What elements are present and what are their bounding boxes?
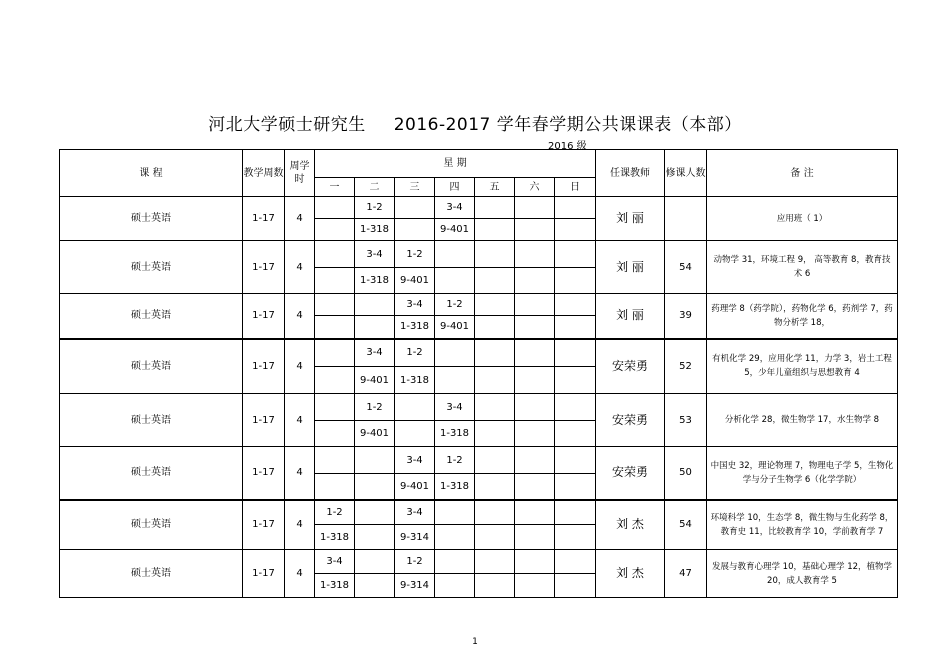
slot-room-day-5 bbox=[475, 367, 515, 394]
slot-period-day-5 bbox=[475, 241, 515, 268]
header-day-5: 五 bbox=[475, 178, 515, 197]
slot-room-day-1: 1-318 bbox=[315, 574, 355, 598]
course-cell: 硕士英语 bbox=[60, 339, 243, 394]
note-cell: 应用班（ 1） bbox=[707, 197, 898, 241]
slot-period-day-3: 1-2 bbox=[395, 550, 435, 574]
slot-room-day-6 bbox=[515, 268, 555, 294]
hours-cell: 4 bbox=[285, 339, 315, 394]
note-cell: 药理学 8（药学院），药物化学 6，药剂学 7，药物分析学 18， bbox=[707, 294, 898, 339]
note-cell: 中国史 32，理论物理 7，物理电子学 5，生物化学与分子生物学 6（化学学院） bbox=[707, 447, 898, 500]
slot-period-day-5 bbox=[475, 197, 515, 219]
teacher-cell: 刘 丽 bbox=[596, 197, 665, 241]
slot-period-day-6 bbox=[515, 500, 555, 525]
course-cell: 硕士英语 bbox=[60, 241, 243, 294]
slot-room-day-7 bbox=[555, 268, 596, 294]
slot-period-day-5 bbox=[475, 550, 515, 574]
slot-period-day-1: 1-2 bbox=[315, 500, 355, 525]
slot-room-day-6 bbox=[515, 474, 555, 500]
slot-room-day-2: 1-318 bbox=[355, 219, 395, 241]
slot-room-day-3 bbox=[395, 219, 435, 241]
slot-period-day-1 bbox=[315, 241, 355, 268]
slot-period-day-6 bbox=[515, 197, 555, 219]
weeks-cell: 1-17 bbox=[243, 394, 285, 447]
slot-room-day-3: 9-314 bbox=[395, 525, 435, 550]
slot-period-day-4 bbox=[435, 550, 475, 574]
weeks-cell: 1-17 bbox=[243, 447, 285, 500]
slot-period-day-5 bbox=[475, 339, 515, 367]
slot-period-day-2 bbox=[355, 447, 395, 474]
slot-room-day-5 bbox=[475, 316, 515, 339]
teacher-cell: 刘 杰 bbox=[596, 550, 665, 598]
teacher-cell: 刘 杰 bbox=[596, 500, 665, 550]
hours-cell: 4 bbox=[285, 294, 315, 339]
slot-room-day-7 bbox=[555, 367, 596, 394]
slot-period-day-3 bbox=[395, 197, 435, 219]
weeks-cell: 1-17 bbox=[243, 294, 285, 339]
weeks-cell: 1-17 bbox=[243, 550, 285, 598]
hours-cell: 4 bbox=[285, 550, 315, 598]
course-cell: 硕士英语 bbox=[60, 197, 243, 241]
slot-period-day-6 bbox=[515, 394, 555, 421]
weeks-cell: 1-17 bbox=[243, 500, 285, 550]
slot-room-day-5 bbox=[475, 574, 515, 598]
course-cell: 硕士英语 bbox=[60, 500, 243, 550]
slot-period-day-7 bbox=[555, 550, 596, 574]
header-weeks: 教学周数 bbox=[243, 150, 285, 197]
weeks-cell: 1-17 bbox=[243, 241, 285, 294]
slot-room-day-2 bbox=[355, 574, 395, 598]
schedule-table bbox=[59, 149, 898, 598]
students-cell: 53 bbox=[665, 394, 707, 447]
slot-period-day-7 bbox=[555, 294, 596, 316]
slot-period-day-3: 3-4 bbox=[395, 447, 435, 474]
slot-period-day-7 bbox=[555, 500, 596, 525]
title-right: 2016-2017 学年春学期公共课课表（本部） bbox=[393, 115, 742, 135]
slot-period-day-2: 1-2 bbox=[355, 197, 395, 219]
slot-period-day-2: 1-2 bbox=[355, 394, 395, 421]
slot-period-day-5 bbox=[475, 294, 515, 316]
slot-period-day-5 bbox=[475, 447, 515, 474]
slot-room-day-7 bbox=[555, 474, 596, 500]
header-notes: 备 注 bbox=[707, 150, 898, 197]
slot-room-day-4 bbox=[435, 268, 475, 294]
title-left: 河北大学硕士研究生 bbox=[208, 115, 366, 135]
header-hours: 周学时 bbox=[285, 150, 315, 197]
course-cell: 硕士英语 bbox=[60, 447, 243, 500]
slot-room-day-6 bbox=[515, 421, 555, 447]
header-day-6: 六 bbox=[515, 178, 555, 197]
students-cell: 47 bbox=[665, 550, 707, 598]
header-day-3: 三 bbox=[395, 178, 435, 197]
hours-cell: 4 bbox=[285, 197, 315, 241]
header-day-2: 二 bbox=[355, 178, 395, 197]
slot-room-day-4: 1-318 bbox=[435, 421, 475, 447]
slot-period-day-2 bbox=[355, 294, 395, 316]
slot-period-day-5 bbox=[475, 500, 515, 525]
slot-room-day-5 bbox=[475, 525, 515, 550]
slot-room-day-6 bbox=[515, 316, 555, 339]
slot-room-day-4: 9-401 bbox=[435, 219, 475, 241]
slot-period-day-7 bbox=[555, 197, 596, 219]
slot-period-day-2 bbox=[355, 550, 395, 574]
page-number: 1 bbox=[472, 637, 478, 647]
slot-room-day-4 bbox=[435, 367, 475, 394]
slot-period-day-3: 3-4 bbox=[395, 294, 435, 316]
slot-room-day-7 bbox=[555, 219, 596, 241]
slot-room-day-5 bbox=[475, 421, 515, 447]
slot-room-day-7 bbox=[555, 316, 596, 339]
slot-room-day-1 bbox=[315, 367, 355, 394]
slot-period-day-7 bbox=[555, 339, 596, 367]
slot-period-day-3: 1-2 bbox=[395, 241, 435, 268]
slot-period-day-3: 3-4 bbox=[395, 500, 435, 525]
students-cell: 52 bbox=[665, 339, 707, 394]
slot-period-day-1 bbox=[315, 394, 355, 421]
students-cell: 50 bbox=[665, 447, 707, 500]
slot-room-day-3: 1-318 bbox=[395, 367, 435, 394]
weeks-cell: 1-17 bbox=[243, 339, 285, 394]
slot-room-day-6 bbox=[515, 574, 555, 598]
slot-room-day-1 bbox=[315, 268, 355, 294]
slot-period-day-1: 3-4 bbox=[315, 550, 355, 574]
students-cell: 54 bbox=[665, 500, 707, 550]
slot-period-day-2: 3-4 bbox=[355, 241, 395, 268]
slot-room-day-1 bbox=[315, 316, 355, 339]
hours-cell: 4 bbox=[285, 447, 315, 500]
slot-period-day-6 bbox=[515, 550, 555, 574]
slot-room-day-3: 9-314 bbox=[395, 574, 435, 598]
teacher-cell: 刘 丽 bbox=[596, 241, 665, 294]
slot-period-day-2 bbox=[355, 500, 395, 525]
slot-period-day-4 bbox=[435, 339, 475, 367]
hours-cell: 4 bbox=[285, 394, 315, 447]
year-label: 2016 级 bbox=[548, 141, 587, 152]
slot-room-day-2 bbox=[355, 525, 395, 550]
course-cell: 硕士英语 bbox=[60, 294, 243, 339]
students-cell: 54 bbox=[665, 241, 707, 294]
slot-period-day-5 bbox=[475, 394, 515, 421]
slot-period-day-6 bbox=[515, 241, 555, 268]
slot-room-day-3 bbox=[395, 421, 435, 447]
note-cell: 发展与教育心理学 10，基础心理学 12，植物学 20，成人教育学 5 bbox=[707, 550, 898, 598]
slot-room-day-4 bbox=[435, 525, 475, 550]
slot-period-day-3: 1-2 bbox=[395, 339, 435, 367]
slot-period-day-1 bbox=[315, 447, 355, 474]
slot-period-day-4: 3-4 bbox=[435, 197, 475, 219]
slot-room-day-3: 1-318 bbox=[395, 316, 435, 339]
note-cell: 分析化学 28，微生物学 17，水生物学 8 bbox=[707, 394, 898, 447]
slot-period-day-4: 3-4 bbox=[435, 394, 475, 421]
slot-period-day-2: 3-4 bbox=[355, 339, 395, 367]
slot-room-day-1 bbox=[315, 474, 355, 500]
teacher-cell: 安荣勇 bbox=[596, 394, 665, 447]
schedule-body bbox=[60, 150, 898, 598]
slot-room-day-1: 1-318 bbox=[315, 525, 355, 550]
note-cell: 环境科学 10，生态学 8，微生物与生化药学 8，教育史 11，比较教育学 10，学前教育学 7 bbox=[707, 500, 898, 550]
slot-period-day-4 bbox=[435, 241, 475, 268]
slot-period-day-6 bbox=[515, 339, 555, 367]
slot-room-day-7 bbox=[555, 574, 596, 598]
header-course: 课 程 bbox=[60, 150, 243, 197]
header-day-7: 日 bbox=[555, 178, 596, 197]
slot-period-day-1 bbox=[315, 294, 355, 316]
slot-room-day-5 bbox=[475, 219, 515, 241]
slot-room-day-7 bbox=[555, 525, 596, 550]
slot-room-day-2: 9-401 bbox=[355, 367, 395, 394]
teacher-cell: 安荣勇 bbox=[596, 447, 665, 500]
slot-room-day-2 bbox=[355, 316, 395, 339]
course-cell: 硕士英语 bbox=[60, 394, 243, 447]
teacher-cell: 安荣勇 bbox=[596, 339, 665, 394]
slot-room-day-4: 9-401 bbox=[435, 316, 475, 339]
header-students: 修课人数 bbox=[665, 150, 707, 197]
document-title bbox=[0, 110, 950, 135]
slot-period-day-7 bbox=[555, 241, 596, 268]
students-cell bbox=[665, 197, 707, 241]
header-teacher: 任课教师 bbox=[596, 150, 665, 197]
slot-period-day-4: 1-2 bbox=[435, 294, 475, 316]
header-day-1: 一 bbox=[315, 178, 355, 197]
header-week: 星 期 bbox=[315, 150, 596, 178]
slot-period-day-7 bbox=[555, 394, 596, 421]
slot-period-day-1 bbox=[315, 339, 355, 367]
hours-cell: 4 bbox=[285, 241, 315, 294]
slot-room-day-2: 9-401 bbox=[355, 421, 395, 447]
slot-period-day-7 bbox=[555, 447, 596, 474]
slot-room-day-6 bbox=[515, 367, 555, 394]
slot-room-day-2: 1-318 bbox=[355, 268, 395, 294]
slot-room-day-3: 9-401 bbox=[395, 474, 435, 500]
slot-period-day-4 bbox=[435, 500, 475, 525]
course-cell: 硕士英语 bbox=[60, 550, 243, 598]
students-cell: 39 bbox=[665, 294, 707, 339]
slot-period-day-4: 1-2 bbox=[435, 447, 475, 474]
header-day-4: 四 bbox=[435, 178, 475, 197]
slot-room-day-4 bbox=[435, 574, 475, 598]
slot-room-day-5 bbox=[475, 268, 515, 294]
slot-room-day-2 bbox=[355, 474, 395, 500]
slot-room-day-5 bbox=[475, 474, 515, 500]
slot-room-day-6 bbox=[515, 525, 555, 550]
slot-period-day-6 bbox=[515, 294, 555, 316]
slot-period-day-1 bbox=[315, 197, 355, 219]
slot-period-day-6 bbox=[515, 447, 555, 474]
slot-room-day-1 bbox=[315, 421, 355, 447]
slot-room-day-3: 9-401 bbox=[395, 268, 435, 294]
teacher-cell: 刘 丽 bbox=[596, 294, 665, 339]
slot-room-day-1 bbox=[315, 219, 355, 241]
note-cell: 动物学 31，环境工程 9， 高等教育 8，教育技术 6 bbox=[707, 241, 898, 294]
hours-cell: 4 bbox=[285, 500, 315, 550]
weeks-cell: 1-17 bbox=[243, 197, 285, 241]
note-cell: 有机化学 29，应用化学 11，力学 3，岩土工程 5，少年儿童组织与思想教育 4 bbox=[707, 339, 898, 394]
slot-period-day-3 bbox=[395, 394, 435, 421]
slot-room-day-4: 1-318 bbox=[435, 474, 475, 500]
slot-room-day-6 bbox=[515, 219, 555, 241]
slot-room-day-7 bbox=[555, 421, 596, 447]
